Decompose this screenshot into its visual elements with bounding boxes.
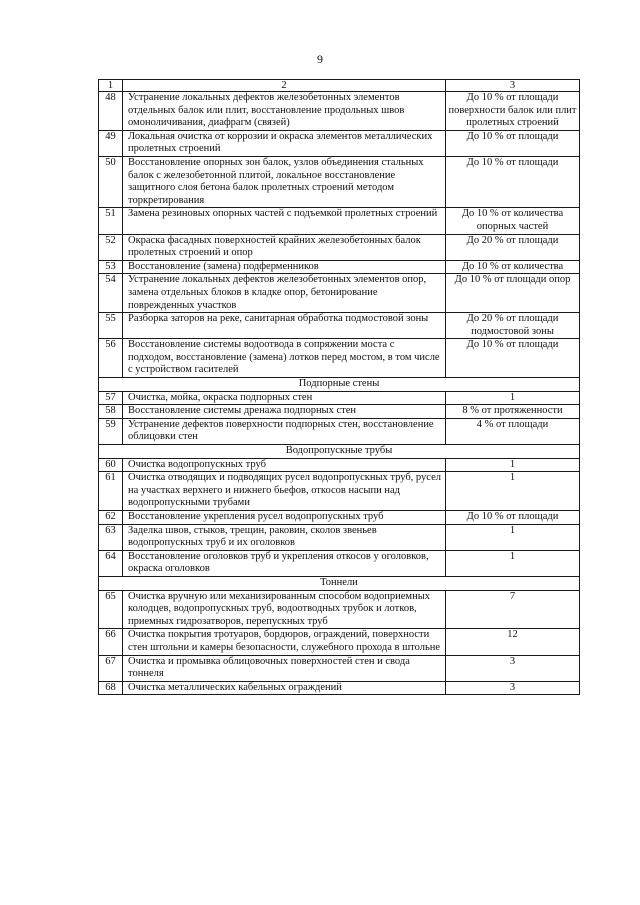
row-number: 63: [99, 524, 123, 550]
row-volume: До 10 % от количества опорных частей: [446, 208, 580, 234]
row-volume: 1: [446, 391, 580, 405]
row-work-description: Очистка и промывка облицовочных поверхностей стен и свода тоннеля: [123, 655, 446, 681]
row-work-description: Восстановление (замена) подферменников: [123, 260, 446, 274]
row-volume: 1: [446, 472, 580, 511]
table-row: [99, 472, 580, 511]
section-title: Подпорные стены: [99, 378, 580, 392]
table-row: [99, 130, 580, 156]
row-volume: До 20 % от площади подмостовой зоны: [446, 313, 580, 339]
section-title: Водопропускные трубы: [99, 445, 580, 459]
row-volume: 3: [446, 681, 580, 695]
row-work-description: Очистка покрытия тротуаров, бордюров, ограждений, поверхности стен штольни и камеры безопасности, служебного прохода в штольне: [123, 629, 446, 655]
row-volume: 4 % от площади: [446, 418, 580, 444]
section-header-row: [99, 445, 580, 459]
section-title: Тоннели: [99, 576, 580, 590]
row-work-description: Устранение дефектов поверхности подпорных стен, восстановление облицовки стен: [123, 418, 446, 444]
row-number: 49: [99, 130, 123, 156]
row-number: 62: [99, 511, 123, 525]
row-work-description: Замена резиновых опорных частей с подъемкой пролетных строений: [123, 208, 446, 234]
row-number: 61: [99, 472, 123, 511]
row-volume: 1: [446, 458, 580, 472]
row-number: 60: [99, 458, 123, 472]
row-volume: До 10 % от площади: [446, 339, 580, 378]
row-work-description: Очистка отводящих и подводящих русел водопропускных труб, русел на участках верхнего и нижнего бьефов, откосов насыпи над водопропускными трубами: [123, 472, 446, 511]
row-volume: До 10 % от площади поверхности балок или плит пролетных строений: [446, 92, 580, 131]
row-volume: До 10 % от площади: [446, 156, 580, 207]
row-number: 68: [99, 681, 123, 695]
table-row: [99, 339, 580, 378]
row-volume: 8 % от протяженности: [446, 405, 580, 419]
row-number: 57: [99, 391, 123, 405]
row-work-description: Восстановление укрепления русел водопропускных труб: [123, 511, 446, 525]
row-volume: 1: [446, 524, 580, 550]
table-row: [99, 511, 580, 525]
row-work-description: Восстановление оголовков труб и укрепления откосов у оголовков, окраска оголовков: [123, 550, 446, 576]
table-row: [99, 418, 580, 444]
row-work-description: Очистка, мойка, окраска подпорных стен: [123, 391, 446, 405]
page-number: 9: [317, 52, 323, 66]
row-number: 52: [99, 234, 123, 260]
header-col-1: 1: [99, 80, 123, 92]
table-row: [99, 550, 580, 576]
row-work-description: Восстановление опорных зон балок, узлов объединения стальных балок с железобетонной плитой, локальное восстановление защитного слоя бетона балок пролетных строений методом торкретирования: [123, 156, 446, 207]
table-row: [99, 274, 580, 313]
row-number: 67: [99, 655, 123, 681]
row-work-description: Очистка металлических кабельных ограждений: [123, 681, 446, 695]
row-number: 54: [99, 274, 123, 313]
row-work-description: Разборка заторов на реке, санитарная обработка подмостовой зоны: [123, 313, 446, 339]
table-row: [99, 234, 580, 260]
row-volume: 7: [446, 590, 580, 629]
row-volume: 3: [446, 655, 580, 681]
table-row: [99, 92, 580, 131]
row-volume: До 10 % от количества: [446, 260, 580, 274]
row-number: 64: [99, 550, 123, 576]
row-number: 56: [99, 339, 123, 378]
section-header-row: [99, 576, 580, 590]
table-row: [99, 391, 580, 405]
row-volume: 12: [446, 629, 580, 655]
section-header-row: [99, 378, 580, 392]
row-work-description: Восстановление системы водоотвода в сопряжении моста с подходом, восстановление (замена) лотков перед мостом, в том числе с устройством гасителей: [123, 339, 446, 378]
table-row: [99, 405, 580, 419]
table-row: [99, 260, 580, 274]
table-row: [99, 458, 580, 472]
row-number: 51: [99, 208, 123, 234]
row-work-description: Устранение локальных дефектов железобетонных элементов опор, замена отдельных блоков в кладке опор, бетонирование поврежденных участков: [123, 274, 446, 313]
row-work-description: Очистка водопропускных труб: [123, 458, 446, 472]
row-number: 55: [99, 313, 123, 339]
row-volume: До 10 % от площади: [446, 130, 580, 156]
row-volume: До 20 % от площади: [446, 234, 580, 260]
row-number: 48: [99, 92, 123, 131]
row-volume: До 10 % от площади опор: [446, 274, 580, 313]
table-row: [99, 590, 580, 629]
row-number: 66: [99, 629, 123, 655]
table-row: [99, 524, 580, 550]
header-col-3: 3: [446, 80, 580, 92]
header-col-2: 2: [123, 80, 446, 92]
row-number: 65: [99, 590, 123, 629]
table-row: [99, 156, 580, 207]
row-work-description: Заделка швов, стыков, трещин, раковин, сколов звеньев водопропускных труб и их оголовков: [123, 524, 446, 550]
row-work-description: Восстановление системы дренажа подпорных стен: [123, 405, 446, 419]
row-volume: До 10 % от площади: [446, 511, 580, 525]
row-number: 58: [99, 405, 123, 419]
row-work-description: Локальная очистка от коррозии и окраска элементов металлических пролетных строений: [123, 130, 446, 156]
table-row: [99, 313, 580, 339]
table-header-row: [99, 80, 580, 92]
row-work-description: Окраска фасадных поверхностей крайних железобетонных балок пролетных строений и опор: [123, 234, 446, 260]
works-table: [98, 79, 580, 695]
table-row: [99, 629, 580, 655]
row-number: 59: [99, 418, 123, 444]
row-number: 53: [99, 260, 123, 274]
row-work-description: Очистка вручную или механизированным способом водоприемных колодцев, водопропускных труб, водоотводных трубок и лотков, приемных гидрозатворов, перепускных труб: [123, 590, 446, 629]
row-number: 50: [99, 156, 123, 207]
row-volume: 1: [446, 550, 580, 576]
table-row: [99, 655, 580, 681]
table-row: [99, 681, 580, 695]
table-row: [99, 208, 580, 234]
row-work-description: Устранение локальных дефектов железобетонных элементов отдельных балок или плит, восстановление продольных швов омоноличивания, диафрагм (связей): [123, 92, 446, 131]
